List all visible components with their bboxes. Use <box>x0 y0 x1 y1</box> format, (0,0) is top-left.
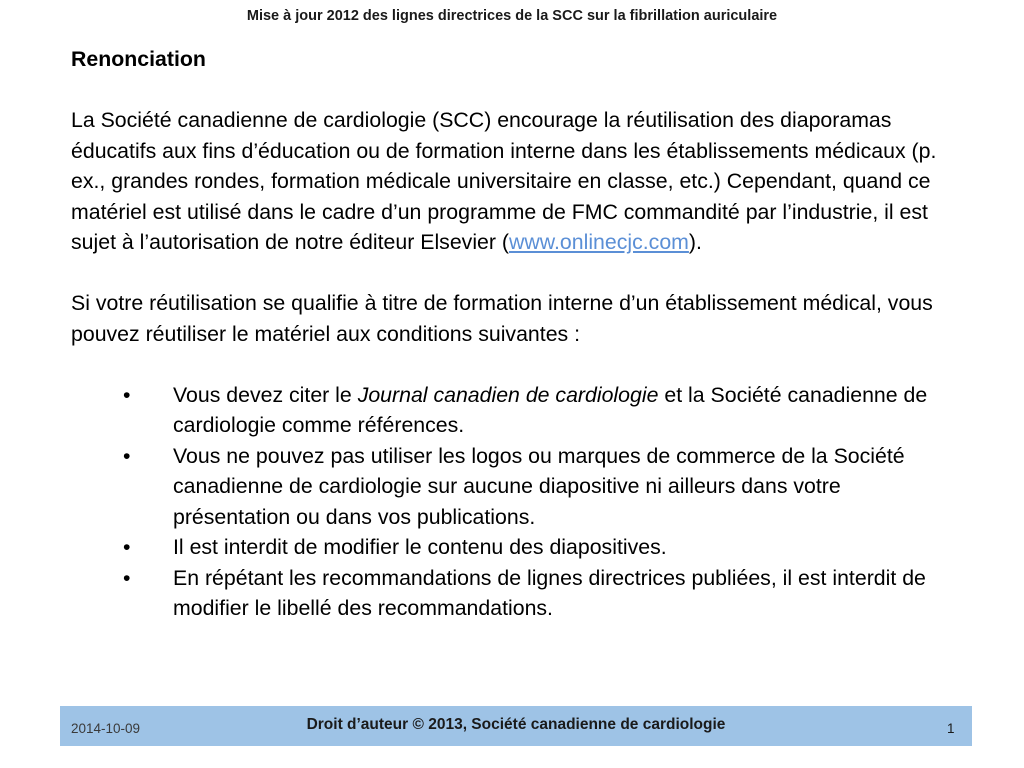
paragraph-reuse-policy-text: La Société canadienne de cardiologie (SCC) encourage la réutilisation des diaporamas éducatifs aux fins d’éducation ou de formation interne dans les établissements médicaux (p. ex., grandes rondes, formation médicale universitaire en classe, etc.) Cependant, quand ce matériel est utilisé dans le cadre d’un programme de FMC commandité par l’industrie, il est sujet à l’autorisation de notre éditeur Elsevier ( <box>71 108 937 254</box>
list-item <box>71 532 951 563</box>
list-item <box>71 441 951 533</box>
bullet-icon: • <box>123 443 131 468</box>
bullet-icon: • <box>123 535 131 559</box>
slide-content <box>71 44 951 624</box>
list-item-text: Il est interdit de modifier le contenu des diapositives. <box>173 535 667 559</box>
list-item-text: Vous ne pouvez pas utiliser les logos ou marques de commerce de la Société canadienne de cardiologie sur aucune diapositive ni ailleurs dans votre présentation ou dans vos publications. <box>173 443 905 529</box>
bullet-icon: • <box>123 382 131 407</box>
slide-header-title: Mise à jour 2012 des lignes directrices de la SCC sur la fibrillation auriculaire <box>246 8 778 24</box>
section-title: Renonciation <box>71 47 206 71</box>
publisher-link[interactable]: www.onlinecjc.com <box>509 230 689 254</box>
list-item-text: et la Société canadienne de cardiologie comme références. <box>173 382 928 437</box>
page-number: 1 <box>947 721 955 736</box>
paragraph-conditions-intro: Si votre réutilisation se qualifie à titre de formation interne d’un établissement médical, vous pouvez réutiliser le matériel aux conditions suivantes : <box>71 291 933 346</box>
conditions-list <box>71 380 951 624</box>
footer-copyright: Droit d’auteur © 2013, Société canadienne de cardiologie <box>306 716 726 733</box>
bullet-icon: • <box>123 565 131 590</box>
list-item-text: En répétant les recommandations de lignes directrices publiées, il est interdit de modifier le libellé des recommandations. <box>173 565 926 620</box>
paragraph-reuse-policy <box>71 105 951 258</box>
journal-name: Journal canadien de cardiologie <box>357 382 659 407</box>
list-item <box>71 380 951 441</box>
footer-date: 2014-10-09 <box>71 721 141 736</box>
paragraph-reuse-policy-end: ). <box>688 230 702 254</box>
list-item-text: Vous devez citer le <box>173 382 358 407</box>
list-item <box>71 563 951 624</box>
